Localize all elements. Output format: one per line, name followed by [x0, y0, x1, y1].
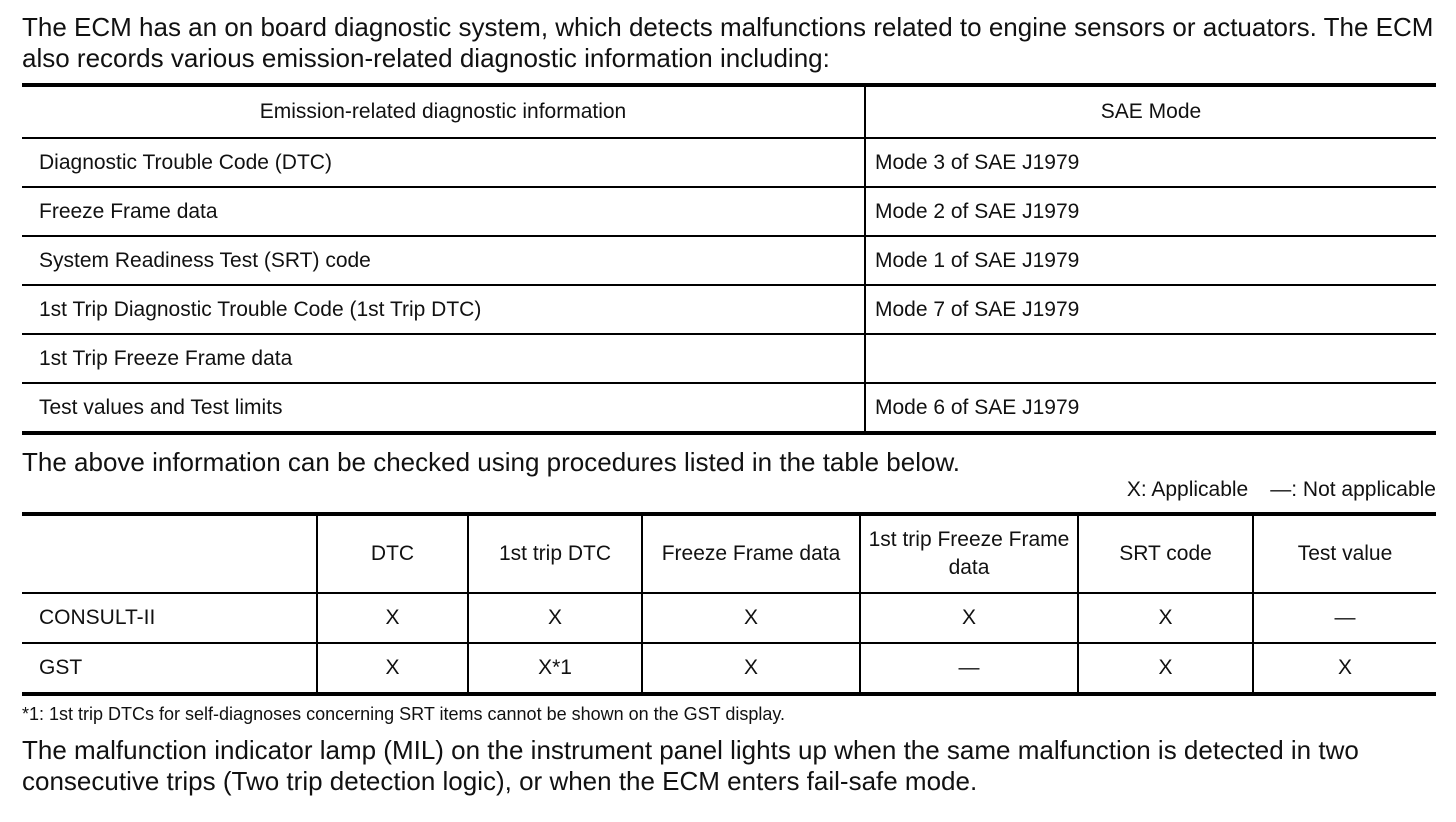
table-row [22, 643, 1436, 694]
header-1st-trip-freeze-frame: 1st trip Freeze Frame data [860, 514, 1078, 593]
table-cell: X*1 [468, 643, 642, 694]
mode-cell: Mode 1 of SAE J1979 [865, 236, 1436, 285]
table-row [22, 593, 1436, 643]
row-label: CONSULT-II [22, 593, 317, 643]
header-test-value: Test value [1253, 514, 1436, 593]
table-row [22, 236, 1436, 285]
table-cell: X [860, 593, 1078, 643]
legend-not-applicable: —: Not applicable [1270, 478, 1436, 501]
header-blank [22, 514, 317, 593]
info-cell: Test values and Test limits [39, 395, 283, 419]
table-cell: X [1253, 643, 1436, 694]
header-1st-trip-dtc: 1st trip DTC [468, 514, 642, 593]
table-row [22, 334, 1436, 383]
mode-cell: Mode 7 of SAE J1979 [865, 285, 1436, 334]
mode-cell: Mode 3 of SAE J1979 [865, 138, 1436, 187]
emission-info-table [22, 83, 1436, 435]
header-srt-code: SRT code [1078, 514, 1253, 593]
table-row [22, 138, 1436, 187]
table-cell: — [1253, 593, 1436, 643]
row-label: GST [39, 656, 83, 679]
table-cell: X [468, 593, 642, 643]
legend-applicable: X: Applicable [1126, 478, 1249, 501]
info-cell: System Readiness Test (SRT) code [22, 236, 865, 285]
legend [1127, 478, 1436, 502]
table-cell: X [642, 643, 860, 694]
table-cell: X [642, 593, 860, 643]
table-cell: X [1078, 593, 1253, 643]
info-cell: Diagnostic Trouble Code (DTC) [22, 138, 865, 187]
table-row [22, 383, 1436, 433]
info-cell: 1st Trip Freeze Frame data [22, 334, 865, 383]
header-sae-mode: SAE Mode [865, 85, 1436, 138]
table-row [22, 285, 1436, 334]
table-header-row [22, 514, 1436, 593]
mil-paragraph: The malfunction indicator lamp (MIL) on the instrument panel lights up when the same malfunction is detected in two consecutive trips (Two trip detection logic), or when the ECM enters fail-safe mode. [22, 735, 1359, 796]
table-cell: X [317, 643, 468, 694]
table-cell: X [317, 593, 468, 643]
mode-cell [865, 334, 1436, 383]
procedure-intro-paragraph: The above information can be checked using procedures listed in the table below. [22, 447, 961, 477]
header-emission-info: Emission-related diagnostic information [22, 85, 865, 138]
table-header-row [22, 85, 1436, 138]
procedure-table [22, 512, 1436, 696]
mode-cell: Mode 6 of SAE J1979 [865, 383, 1436, 433]
header-freeze-frame: Freeze Frame data [642, 514, 860, 593]
table-row [22, 187, 1436, 236]
table-cell: X [1078, 643, 1253, 694]
footnote: *1: 1st trip DTCs for self-diagnoses concerning SRT items cannot be shown on the GST display. [22, 704, 786, 724]
mode-cell: Mode 2 of SAE J1979 [865, 187, 1436, 236]
info-cell: 1st Trip Diagnostic Trouble Code (1st Trip DTC) [22, 285, 865, 334]
intro-paragraph: The ECM has an on board diagnostic system, which detects malfunctions related to engine sensors or actuators. The ECM also records various emission-related diagnostic information including: [22, 12, 1434, 73]
info-cell: Freeze Frame data [22, 187, 865, 236]
header-dtc: DTC [317, 514, 468, 593]
table-cell: — [860, 643, 1078, 694]
